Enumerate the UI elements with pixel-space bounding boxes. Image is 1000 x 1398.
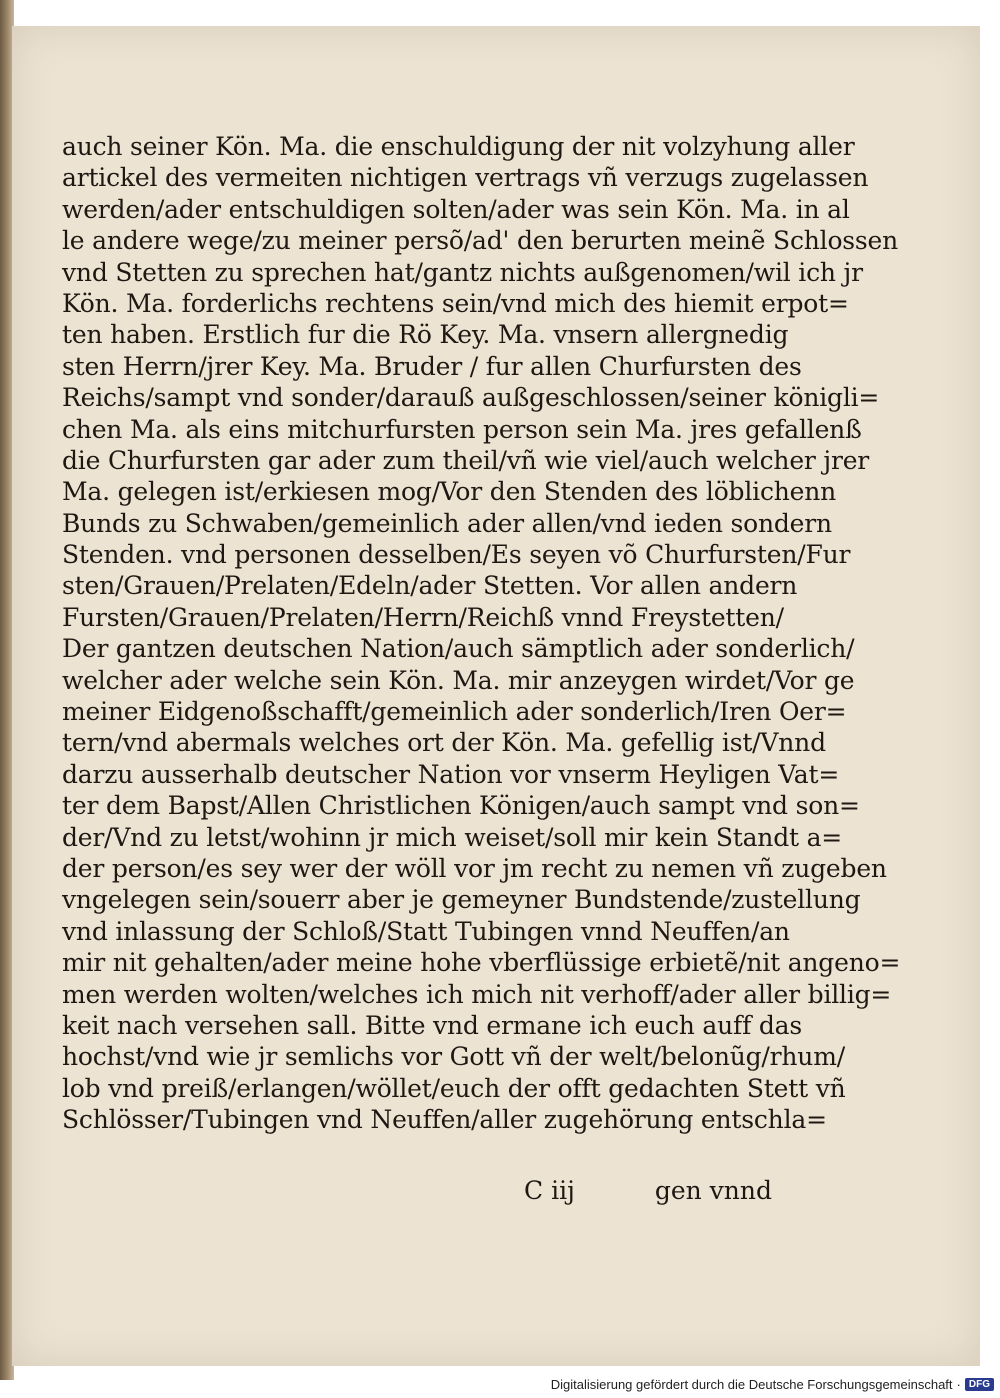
text-line: der person/es sey wer der wöll vor jm recht zu nemen vñ zugeben <box>62 853 887 883</box>
text-line: vnd inlassung der Schloß/Statt Tubingen vnnd Neuffen/an <box>62 916 790 946</box>
text-line: sten/Grauen/Prelaten/Edeln/ader Stetten. Vor allen andern <box>62 571 798 601</box>
credit-text: Digitalisierung gefördert durch die Deutsche Forschungsgemeinschaft <box>550 1377 953 1392</box>
text-line: Bunds zu Schwaben/gemeinlich ader allen/vnd ieden sondern <box>62 508 832 538</box>
signature-mark: C iij <box>524 1176 575 1205</box>
text-line: chen Ma. als eins mitchurfursten person sein Ma. jres gefallenß <box>62 414 862 444</box>
text-line: artickel des vermeiten nichtigen vertrags vñ verzugs zugelassen <box>62 163 869 193</box>
text-line: le andere wege/zu meiner persõ/ad' den berurten meinẽ Schlossen <box>62 226 899 256</box>
text-line: werden/ader entschuldigen solten/ader was sein Kön. Ma. in al <box>62 194 850 224</box>
text-line: welcher ader welche sein Kön. Ma. mir anzeygen wirdet/Vor ge <box>62 665 855 695</box>
dfg-logo-separator: · <box>956 1377 961 1392</box>
digitization-credit <box>551 1377 994 1392</box>
page-foot <box>62 1174 782 1208</box>
text-line: darzu ausserhalb deutscher Nation vor vnserm Heyligen Vat= <box>62 759 840 789</box>
text-line: Ma. gelegen ist/erkiesen mog/Vor den Stenden des löblichenn <box>62 477 837 507</box>
text-line: Reichs/sampt vnd sonder/darauß außgeschlossen/seiner königli= <box>62 383 880 413</box>
text-line: die Churfursten gar ader zum theil/vñ wie viel/auch welcher jrer <box>62 445 870 475</box>
text-line: sten Herrn/jrer Key. Ma. Bruder / fur allen Churfursten des <box>62 351 802 381</box>
body-text <box>62 131 901 1136</box>
text-line: hochst/vnd wie jr semlichs vor Gott vñ der welt/belonũg/rhum/ <box>62 1042 845 1072</box>
text-line: Fursten/Grauen/Prelaten/Herrn/Reichß vnnd Freystetten/ <box>62 602 784 632</box>
text-line: auch seiner Kön. Ma. die enschuldigung der nit volzyhung aller <box>62 132 855 161</box>
text-line: Der gantzen deutschen Nation/auch sämptlich ader sonderlich/ <box>62 634 855 664</box>
text-line: ter dem Bapst/Allen Christlichen Königen/auch sampt vnd son= <box>62 791 860 821</box>
text-line: men werden wolten/welches ich mich nit verhoff/ader aller billig= <box>62 979 892 1009</box>
text-line: meiner Eidgenoßschafft/gemeinlich ader sonderlich/Iren Oer= <box>62 697 847 727</box>
text-line: keit nach versehen sall. Bitte vnd ermane ich euch auff das <box>62 1010 803 1040</box>
text-line: vngelegen sein/souerr aber je gemeyner Bundstende/zustellung <box>62 885 861 915</box>
text-line: ten haben. Erstlich fur die Rö Key. Ma. vnsern allergnedig <box>62 320 789 350</box>
text-line: lob vnd preiß/erlangen/wöllet/euch der offt gedachten Stett vñ <box>62 1073 846 1103</box>
text-line: Schlösser/Tubingen vnd Neuffen/aller zugehörung entschla= <box>62 1105 827 1135</box>
text-line: mir nit gehalten/ader meine hohe vberflüssige erbietẽ/nit angeno= <box>62 948 901 978</box>
catchword: gen vnnd <box>654 1176 772 1205</box>
text-line: vnd Stetten zu sprechen hat/gantz nichts außgenomen/wil ich jr <box>62 257 863 287</box>
text-line: tern/vnd abermals welches ort der Kön. Ma. gefellig ist/Vnnd <box>62 728 826 758</box>
text-line: Kön. Ma. forderlichs rechtens sein/vnd mich des hiemit erpot= <box>62 288 849 318</box>
dfg-logo-icon: DFG <box>965 1378 994 1391</box>
text-line: Stenden. vnd personen desselben/Es seyen võ Churfursten/Fur <box>62 540 851 570</box>
text-line: der/Vnd zu letst/wohinn jr mich weiset/soll mir kein Standt a= <box>62 822 843 852</box>
